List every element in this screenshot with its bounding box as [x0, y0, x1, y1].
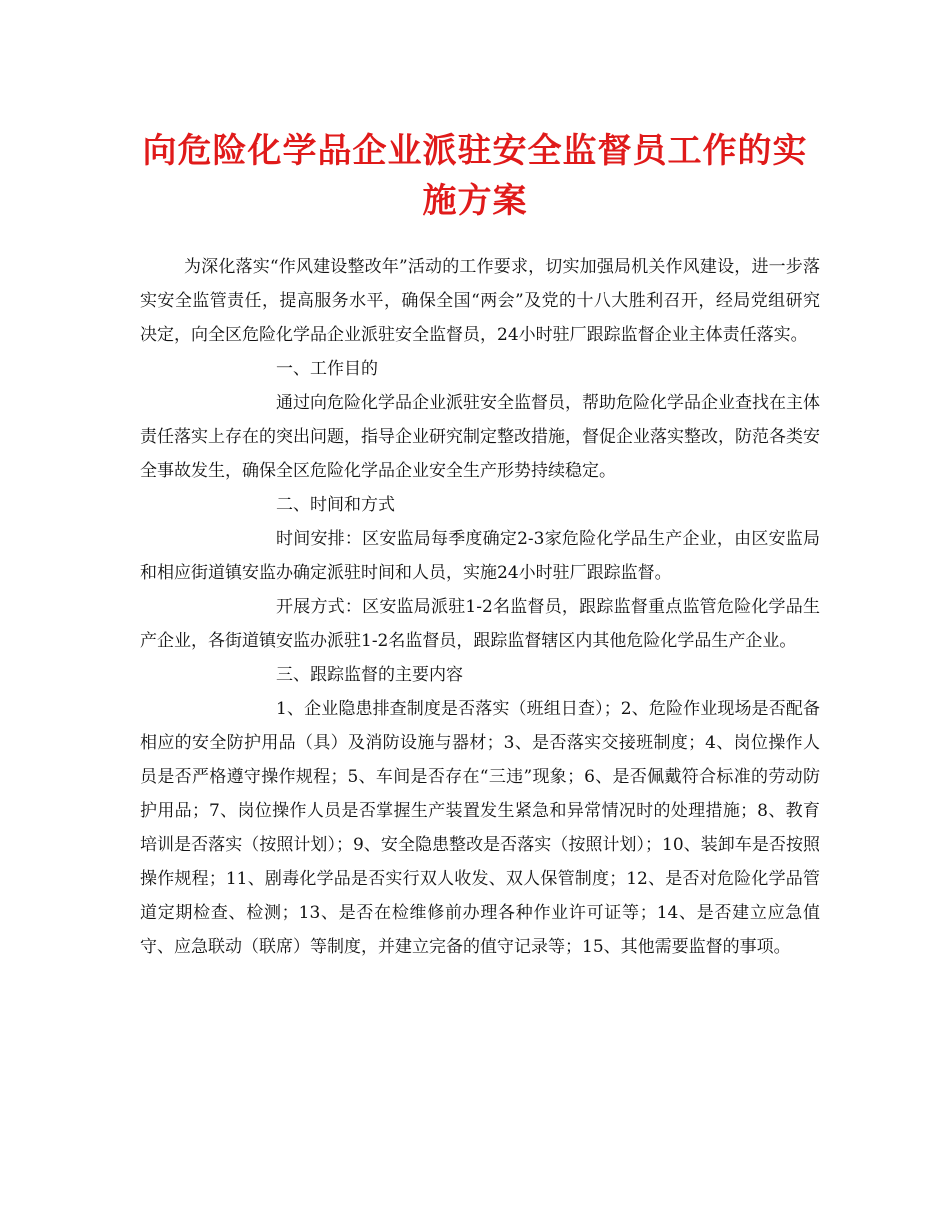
title-line-1: 向危险化学品企业派驻安全监督员工作的实 [142, 131, 808, 171]
document-title [140, 126, 810, 226]
section-heading-purpose: 一、工作目的 [276, 359, 378, 379]
section-heading-time-method: 二、时间和方式 [276, 495, 395, 515]
method-paragraph: 开展方式：区安监局派驻1-2名监督员，跟踪监督重点监管危险化学品生产企业，各街道镇安监办派驻1-2名监督员，跟踪监督辖区内其他危险化学品生产企业。 [140, 597, 820, 651]
schedule-paragraph: 时间安排：区安监局每季度确定2-3家危险化学品生产企业，由区安监局和相应街道镇安监办确定派驻时间和人员，实施24小时驻厂跟踪监督。 [140, 529, 820, 583]
document-body [140, 250, 820, 964]
intro-paragraph: 为深化落实“作风建设整改年”活动的工作要求，切实加强局机关作风建设，进一步落实安全监管责任，提高服务水平，确保全国“两会”及党的十八大胜利召开，经局党组研究决定，向全区危险化学品企业派驻安全监督员，24小时驻厂跟踪监督企业主体责任落实。 [140, 257, 820, 345]
title-line-2: 施方案 [422, 181, 528, 221]
content-paragraph: 1、企业隐患排查制度是否落实（班组日查）；2、危险作业现场是否配备相应的安全防护用品（具）及消防设施与器材；3、是否落实交接班制度；4、岗位操作人员是否严格遵守操作规程；5、车间是否存在“三违”现象；6、是否佩戴符合标准的劳动防护用品；7、岗位操作人员是否掌握生产装置发生紧急和异常情况时的处理措施；8、教育培训是否落实（按照计划）；9、安全隐患整改是否落实（按照计划）；10、装卸车是否按照操作规程；11、剧毒化学品是否实行双人收发、双人保管制度；12、是否对危险化学品管道定期检查、检测；13、是否在检维修前办理各种作业许可证等；14、是否建立应急值守、应急联动（联席）等制度，并建立完备的值守记录等；15、其他需要监督的事项。 [140, 699, 820, 957]
section-heading-content: 三、跟踪监督的主要内容 [276, 665, 463, 685]
purpose-paragraph: 通过向危险化学品企业派驻安全监督员，帮助危险化学品企业查找在主体责任落实上存在的突出问题，指导企业研究制定整改措施，督促企业落实整改，防范各类安全事故发生，确保全区危险化学品企业安全生产形势持续稳定。 [140, 393, 820, 481]
